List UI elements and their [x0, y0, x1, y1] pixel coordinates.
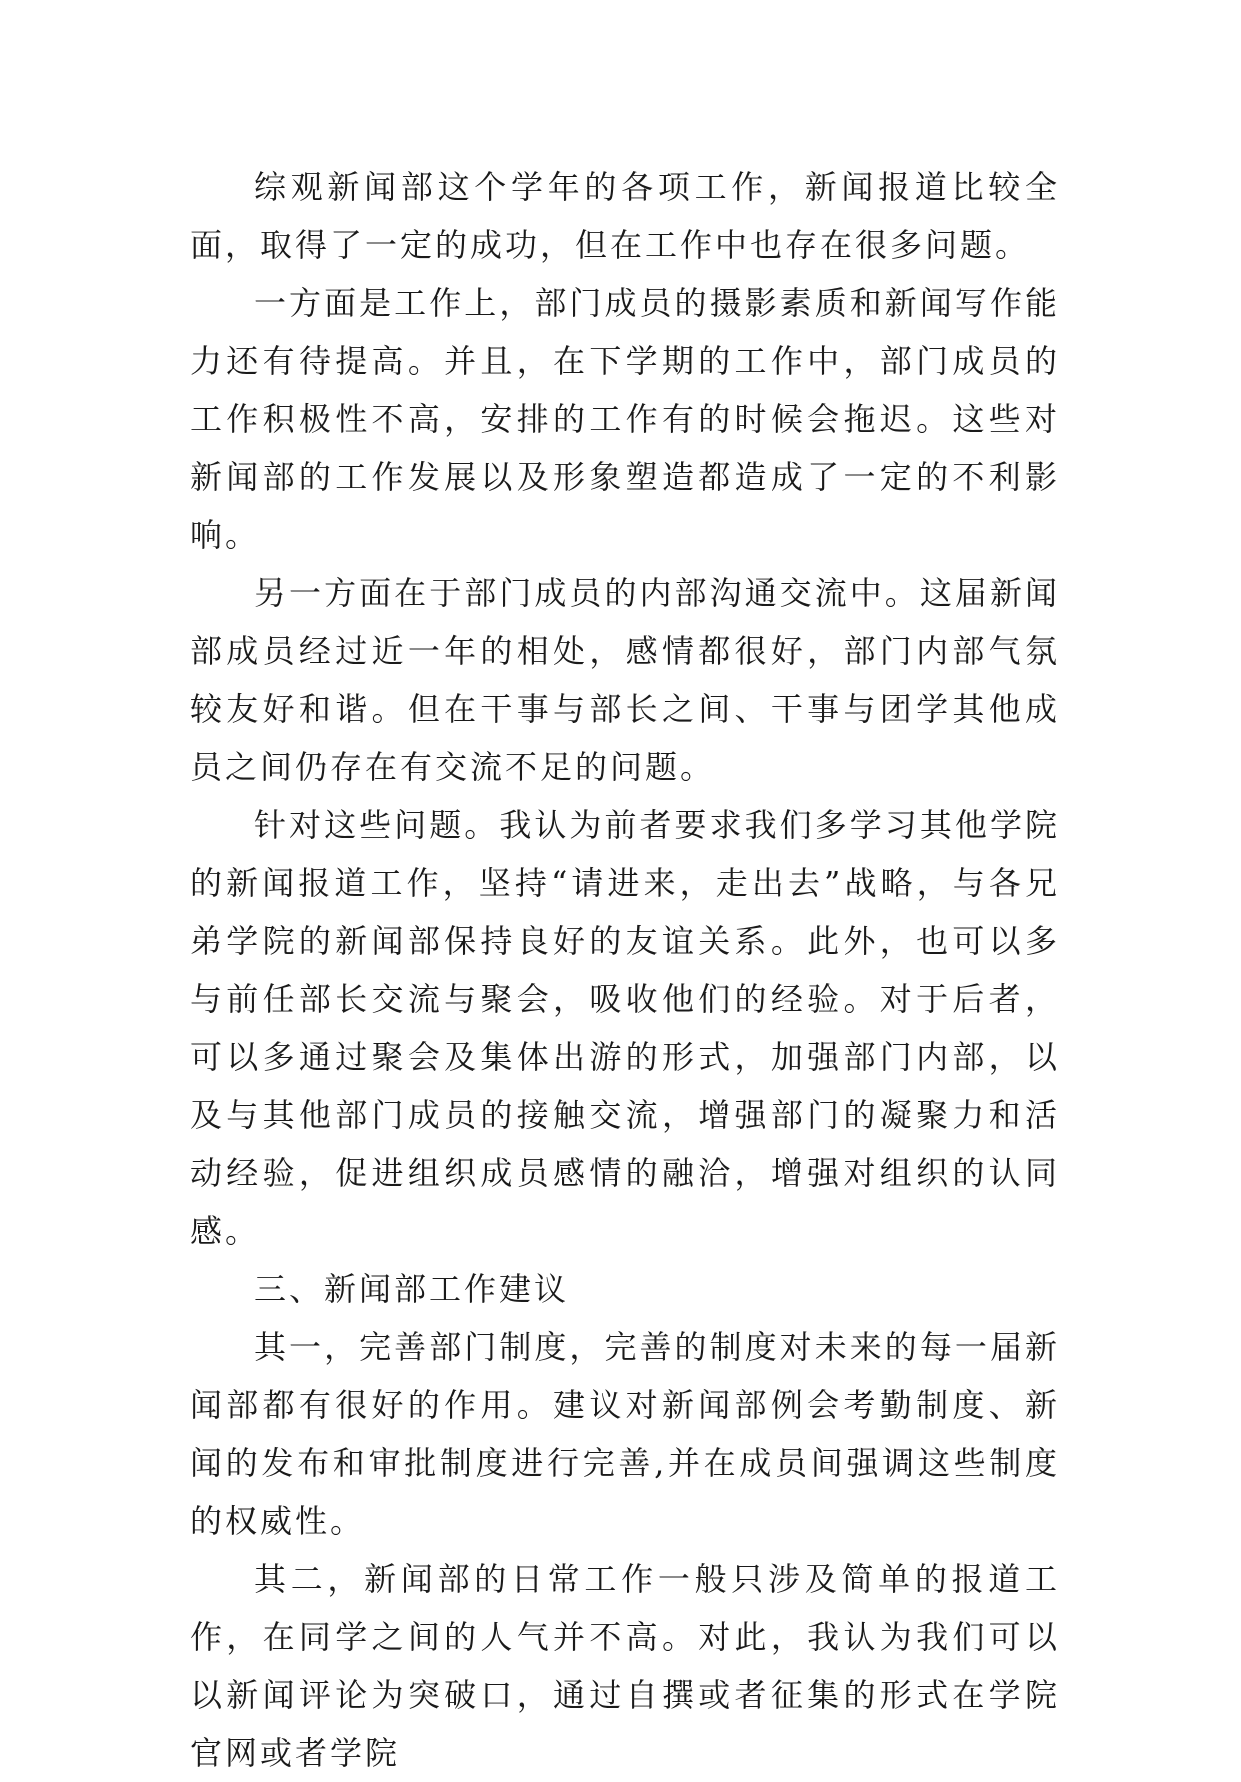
paragraph-work-issues: 一方面是工作上，部门成员的摄影素质和新闻写作能力还有待提高。并且，在下学期的工作中，部门成员的工作积极性不高，安排的工作有的时候会拖迟。这些对新闻部的工作发展以及形象塑造都造成了一定的不利影响。 — [190, 284, 1060, 554]
paragraph-solutions: 针对这些问题。我认为前者要求我们多学习其他学院的新闻报道工作，坚持“请进来，走出去”战略，与各兄弟学院的新闻部保持良好的友谊关系。此外，也可以多与前任部长交流与聚会，吸收他们的经验。对于后者，可以多通过聚会及集体出游的形式，加强部门内部，以及与其他部门成员的接触交流，增强部门的凝聚力和活动经验，促进组织成员感情的融洽，增强对组织的认同感。 — [190, 806, 1060, 1250]
paragraph-suggestion-one: 其一，完善部门制度，完善的制度对未来的每一届新闻部都有很好的作用。建议对新闻部例会考勤制度、新闻的发布和审批制度进行完善,并在成员间强调这些制度的权威性。 — [190, 1328, 1060, 1540]
paragraph-suggestion-two: 其二，新闻部的日常工作一般只涉及简单的报道工作，在同学之间的人气并不高。对此，我认为我们可以以新闻评论为突破口，通过自撰或者征集的形式在学院官网或者学院 — [190, 1560, 1060, 1772]
document-body — [190, 158, 1060, 1782]
section-heading: 三、新闻部工作建议 — [254, 1270, 570, 1308]
paragraph-summary: 综观新闻部这个学年的各项工作，新闻报道比较全面，取得了一定的成功，但在工作中也存在很多问题。 — [190, 168, 1060, 264]
paragraph-communication-issues: 另一方面在于部门成员的内部沟通交流中。这届新闻部成员经过近一年的相处，感情都很好，部门内部气氛较友好和谐。但在干事与部长之间、干事与团学其他成员之间仍存在有交流不足的问题。 — [190, 574, 1060, 786]
